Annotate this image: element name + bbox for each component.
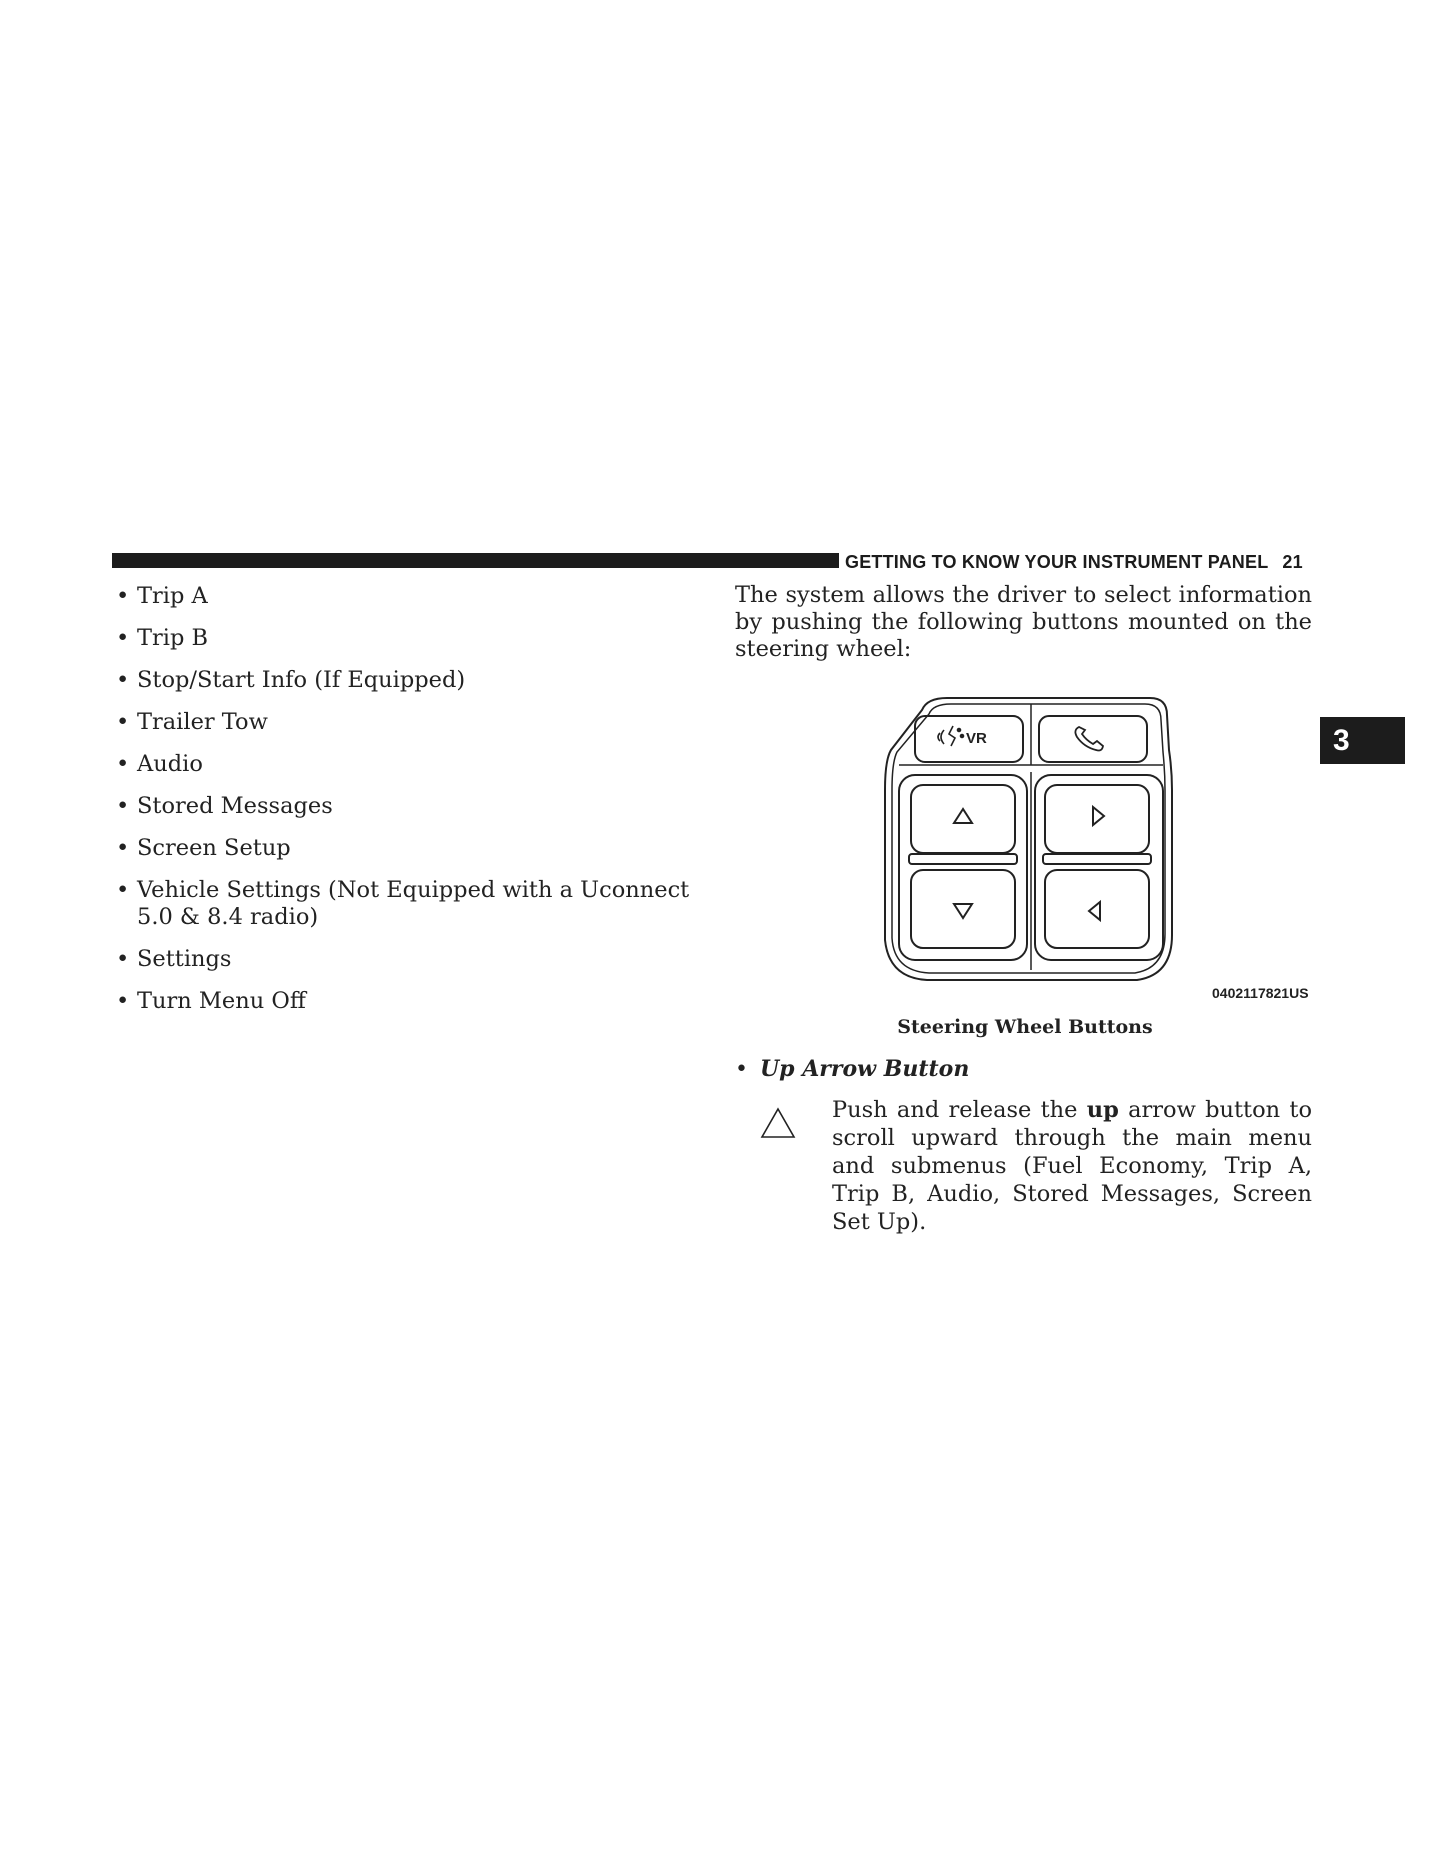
phone-button bbox=[1039, 716, 1147, 762]
vr-label: VR bbox=[966, 730, 987, 747]
figure-caption: Steering Wheel Buttons bbox=[897, 1016, 1153, 1038]
page-number: 21 bbox=[1282, 552, 1303, 572]
list-item-text: Trip B bbox=[137, 625, 209, 651]
housing-outline bbox=[885, 698, 1172, 980]
steering-wheel-buttons-svg bbox=[867, 690, 1317, 1005]
list-item: • Trip B bbox=[116, 625, 209, 651]
list-item: • Stored Messages bbox=[116, 793, 333, 819]
list-item-text: Stop/Start Info (If Equipped) bbox=[137, 667, 466, 693]
up-arrow-heading-text: Up Arrow Button bbox=[759, 1056, 970, 1082]
display-menu-list bbox=[112, 583, 707, 1030]
list-item: • Trip A bbox=[116, 583, 208, 609]
chapter-tab: 3 bbox=[1320, 717, 1405, 764]
up-arrow-text-before: Push and release the bbox=[832, 1097, 1087, 1123]
left-slot bbox=[909, 854, 1017, 864]
list-item: • Trailer Tow bbox=[116, 709, 268, 735]
left-arrow-button bbox=[1045, 870, 1149, 948]
list-item-text: Screen Setup bbox=[137, 835, 291, 861]
steering-wheel-buttons-illustration bbox=[867, 690, 1317, 1005]
right-slot bbox=[1043, 854, 1151, 864]
list-item: • Settings bbox=[116, 946, 232, 972]
list-item-text: Turn Menu Off bbox=[137, 988, 306, 1014]
housing-inner-outline bbox=[892, 704, 1165, 973]
figure-id: 0402117821US bbox=[1212, 985, 1309, 1001]
list-item: • Turn Menu Off bbox=[116, 988, 306, 1014]
up-arrow-button-heading: • Up Arrow Button bbox=[735, 1056, 970, 1082]
up-arrow-text-after: arrow button to scroll upward through the main menu and submenus (Fuel Economy, Trip A, Trip B, Audio, Stored Messages, Screen Set Up). bbox=[832, 1097, 1312, 1235]
phone-icon bbox=[1075, 727, 1103, 751]
intro-paragraph: The system allows the driver to select information by pushing the following buttons mounted on the steering wheel: bbox=[735, 582, 1312, 662]
voice-icon bbox=[938, 726, 964, 746]
list-item-text: Stored Messages bbox=[137, 793, 333, 819]
list-item-text: Audio bbox=[137, 751, 203, 777]
header-rule bbox=[112, 553, 839, 568]
list-item-text: Trailer Tow bbox=[137, 709, 268, 735]
list-item: • Audio bbox=[116, 751, 203, 777]
list-item-text: Settings bbox=[137, 946, 232, 972]
left-arrow-icon bbox=[1089, 902, 1100, 920]
header-title-text: GETTING TO KNOW YOUR INSTRUMENT PANEL bbox=[845, 552, 1269, 572]
list-item: • Stop/Start Info (If Equipped) bbox=[116, 667, 466, 693]
running-header bbox=[845, 552, 1324, 573]
down-arrow-icon bbox=[954, 904, 972, 918]
list-item-text: Trip A bbox=[137, 583, 208, 609]
up-arrow-icon bbox=[954, 809, 972, 823]
right-arrow-button bbox=[1045, 785, 1149, 853]
list-item: • Vehicle Settings (Not Equipped with a Uconnect 5.0 & 8.4 radio) bbox=[116, 877, 690, 930]
up-arrow-description bbox=[832, 1096, 1312, 1236]
list-item: • Screen Setup bbox=[116, 835, 291, 861]
up-arrow-bold-word: up bbox=[1086, 1097, 1119, 1123]
up-triangle-icon bbox=[760, 1107, 796, 1139]
up-arrow-button bbox=[911, 785, 1015, 853]
list-item-text: Vehicle Settings (Not Equipped with a Uconnect 5.0 & 8.4 radio) bbox=[137, 877, 690, 930]
down-arrow-button bbox=[911, 870, 1015, 948]
right-arrow-icon bbox=[1093, 807, 1104, 825]
right-column bbox=[735, 582, 1312, 663]
